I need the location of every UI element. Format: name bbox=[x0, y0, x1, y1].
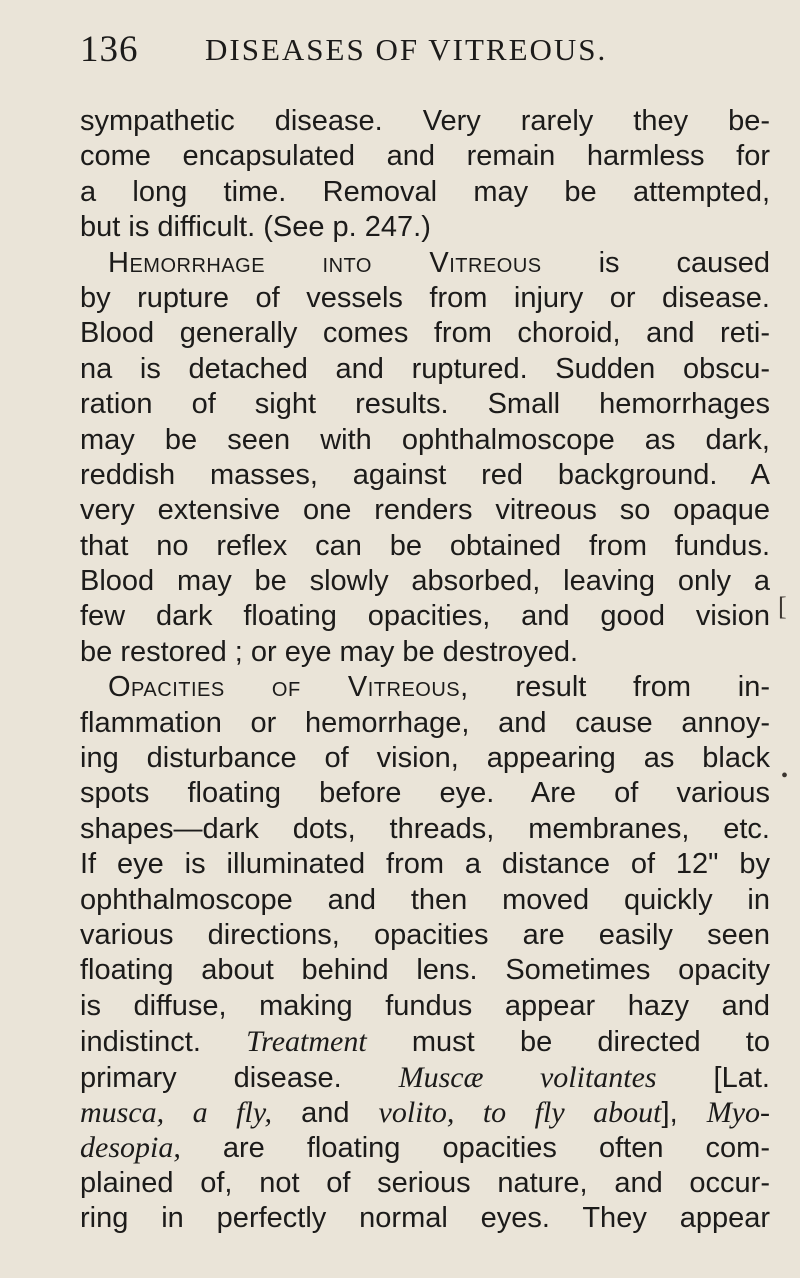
text-line: be restored ; or eye may be destroyed. bbox=[80, 635, 579, 668]
text-line: may be seen with ophthalmoscope as dark, bbox=[80, 423, 770, 456]
margin-bracket-mark: [ bbox=[778, 592, 787, 621]
text-line: few dark floating opacities, and good vision bbox=[80, 600, 770, 633]
text-line: sympathetic disease. Very rarely they be- bbox=[80, 105, 770, 137]
italic-term: volito, to fly about bbox=[378, 1095, 662, 1129]
section-heading-line bbox=[80, 670, 770, 705]
text-line: ring in perfectly normal eyes. They appear bbox=[80, 1202, 770, 1235]
running-head bbox=[80, 28, 770, 74]
text-line: spots floating before eye. Are of various bbox=[80, 777, 770, 810]
text-line: various directions, opacities are easily seen bbox=[80, 918, 770, 951]
body-text bbox=[80, 104, 770, 1237]
text-line: ophthalmoscope and then moved quickly in bbox=[80, 883, 770, 916]
text-line: ration of sight results. Small hemorrhages bbox=[80, 388, 770, 421]
text-span: must be directed to bbox=[366, 1026, 770, 1059]
text-line: come encapsulated and remain harmless for bbox=[80, 140, 770, 173]
text-line bbox=[80, 1060, 770, 1095]
italic-term: desopia, bbox=[80, 1131, 181, 1165]
chapter-title: DISEASES OF VITREOUS. bbox=[205, 32, 608, 67]
text-line: that no reflex can be obtained from fundus. bbox=[80, 529, 770, 562]
text-line: Blood generally comes from choroid, and reti- bbox=[80, 317, 770, 350]
text-span: and bbox=[272, 1096, 379, 1129]
text-line: but is difficult. (See p. 247.) bbox=[80, 211, 431, 244]
text-line: Blood may be slowly absorbed, leaving only a bbox=[80, 565, 770, 598]
margin-dot-mark: • bbox=[781, 765, 789, 787]
text-line: flammation or hemorrhage, and cause annoy- bbox=[80, 706, 770, 739]
page-number: 136 bbox=[80, 29, 139, 70]
text-line: floating about behind lens. Sometimes opacity bbox=[80, 954, 770, 987]
text-span: ], bbox=[661, 1096, 707, 1129]
italic-term: musca, a fly, bbox=[80, 1095, 272, 1129]
italic-term: Muscæ volitantes bbox=[398, 1060, 657, 1094]
text-line: plained of, not of serious nature, and occur- bbox=[80, 1166, 770, 1199]
text-span: is caused bbox=[541, 246, 770, 279]
text-span: primary disease. bbox=[80, 1061, 399, 1094]
section-heading-hemorrhage: Hemorrhage into Vitreous bbox=[108, 246, 542, 279]
text-line: shapes—dark dots, threads, membranes, etc. bbox=[80, 812, 770, 845]
text-span: [Lat. bbox=[656, 1061, 770, 1094]
text-line bbox=[80, 1095, 770, 1130]
italic-term: Treatment bbox=[246, 1025, 367, 1059]
text-line: na is detached and ruptured. Sudden obscu- bbox=[80, 352, 770, 385]
italic-term: Myo- bbox=[706, 1095, 770, 1129]
text-span: are floating opacities often com- bbox=[180, 1132, 770, 1165]
section-heading-line bbox=[80, 246, 770, 281]
text-line: If eye is illuminated from a distance of 12" by bbox=[80, 848, 770, 881]
text-line: by rupture of vessels from injury or disease. bbox=[80, 281, 770, 314]
text-span: indistinct. bbox=[80, 1026, 247, 1059]
text-line: a long time. Removal may be attempted, bbox=[80, 175, 770, 208]
section-heading-opacities: Opacities of Vitreous, bbox=[108, 671, 469, 704]
text-line bbox=[80, 1130, 770, 1165]
text-span: result from in- bbox=[468, 671, 770, 704]
text-line: ing disturbance of vision, appearing as black bbox=[80, 742, 770, 775]
text-line: very extensive one renders vitreous so opaque bbox=[80, 494, 770, 527]
text-line: reddish masses, against red background. A bbox=[80, 458, 770, 491]
text-line bbox=[80, 1024, 770, 1059]
text-line: is diffuse, making fundus appear hazy and bbox=[80, 989, 770, 1022]
